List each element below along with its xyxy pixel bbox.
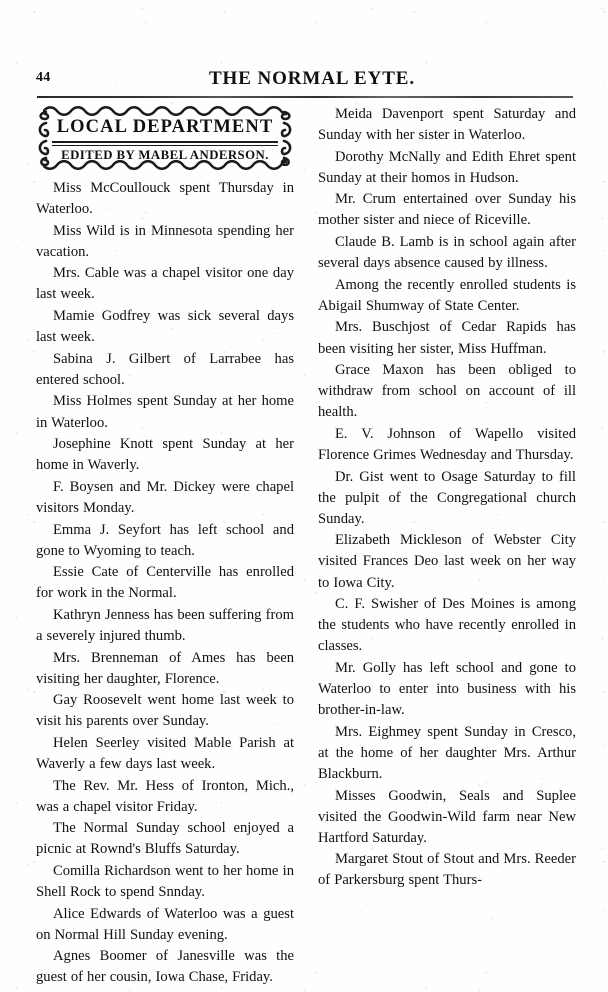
news-item: Dr. Gist went to Osage Saturday to fill the pulpit of the Congregational church Sunday. — [318, 468, 576, 527]
masthead-title: THE NORMAL EYTE. — [208, 68, 415, 89]
news-item: Kathryn Jenness has been suffering from a severely injured thumb. — [36, 606, 294, 644]
left-column — [36, 104, 294, 984]
news-item: C. F. Swisher of Des Moines is among the students who have recently enrolled in classes. — [318, 596, 576, 655]
news-item: Mr. Crum entertained over Sunday his mother sister and niece of Riceville. — [318, 191, 576, 229]
news-item: Emma J. Seyfort has left school and gone to Wyoming to teach. — [36, 521, 294, 559]
news-item: Miss McCoullouck spent Thursday in Waterloo. — [36, 180, 294, 218]
news-item: Claude B. Lamb is in school again after several days absence caused by illness. — [318, 234, 576, 272]
news-item: Mamie Godfrey was sick several days last week. — [36, 308, 294, 346]
department-editor-line: EDITED BY MABEL ANDERSON. — [61, 148, 269, 162]
scroll-ornament-right-icon — [280, 110, 293, 166]
news-item: E. V. Johnson of Wapello visited Florence Grimes Wednesday and Thursday. — [318, 425, 576, 463]
news-item: Mrs. Brenneman of Ames has been visiting her daughter, Florence. — [36, 649, 294, 687]
news-item: Josephine Knott spent Sunday at her home in Waverly. — [36, 436, 294, 474]
news-item: Misses Goodwin, Seals and Suplee visited the Goodwin-Wild farm near New Hartford Saturday. — [318, 787, 576, 846]
news-item: Mr. Golly has left school and gone to Waterloo to enter into business with his brother-in-law. — [318, 659, 576, 719]
news-item: Mrs. Buschjost of Cedar Rapids has been visiting her sister, Miss Huffman. — [318, 319, 576, 357]
local-department-masthead-box — [36, 104, 294, 172]
column-container — [36, 104, 576, 984]
wavy-border-bottom-icon — [43, 160, 287, 171]
department-heading-inner — [52, 115, 278, 161]
news-item: Mrs. Eighmey spent Sunday in Cresco, at the home of her daughter Mrs. Arthur Blackburn. — [318, 723, 576, 782]
news-item: Alice Edwards of Waterloo was a guest on Normal Hill Sunday evening. — [36, 905, 294, 943]
news-item: Essie Cate of Centerville has enrolled for work in the Normal. — [36, 564, 294, 602]
news-item: Meida Davenport spent Saturday and Sunday with her sister in Waterloo. — [318, 106, 576, 144]
news-item: Elizabeth Mickleson of Webster City visited Frances Deo last week on her way to Iowa City. — [318, 532, 576, 591]
news-item: Dorothy McNally and Edith Ehret spent Sunday at their homos in Hudson. — [318, 148, 576, 186]
news-item: Miss Wild is in Minnesota spending her vacation. — [36, 222, 294, 260]
department-divider-rules — [52, 141, 278, 146]
news-item: Helen Seerley visited Mable Parish at Waverly a few days last week. — [36, 734, 294, 773]
news-item: Grace Maxon has been obliged to withdraw from school on account of ill health. — [318, 362, 576, 421]
news-item: The Normal Sunday school enjoyed a picnic at Rownd's Bluffs Saturday. — [36, 820, 294, 858]
news-item: Agnes Boomer of Janesville was the guest of her cousin, Iowa Chase, Friday. — [36, 948, 294, 984]
news-item: Mrs. Cable was a chapel visitor one day last week. — [36, 265, 294, 303]
right-column — [318, 104, 576, 984]
header-rule — [37, 96, 573, 98]
page-number: 44 — [36, 70, 51, 85]
news-item: Among the recently enrolled students is Abigail Shumway of State Center. — [318, 276, 576, 314]
scroll-ornament-left-icon — [37, 110, 50, 166]
news-item: The Rev. Mr. Hess of Ironton, Mich., was a chapel visitor Friday. — [36, 777, 294, 815]
news-item: Margaret Stout of Stout and Mrs. Reeder of Parkersburg spent Thurs- — [318, 851, 576, 889]
department-title: LOCAL DEPARTMENT — [56, 117, 274, 137]
news-item: Miss Holmes spent Sunday at her home in Waterloo. — [36, 393, 294, 431]
news-item: F. Boysen and Mr. Dickey were chapel visitors Monday. — [36, 478, 294, 516]
running-head — [36, 68, 574, 92]
news-item: Comilla Richardson went to her home in Shell Rock to spend Snnday. — [36, 863, 294, 901]
news-item: Sabina J. Gilbert of Larrabee has entered school. — [36, 350, 294, 388]
news-item: Gay Roosevelt went home last week to visit his parents over Sunday. — [36, 692, 294, 730]
